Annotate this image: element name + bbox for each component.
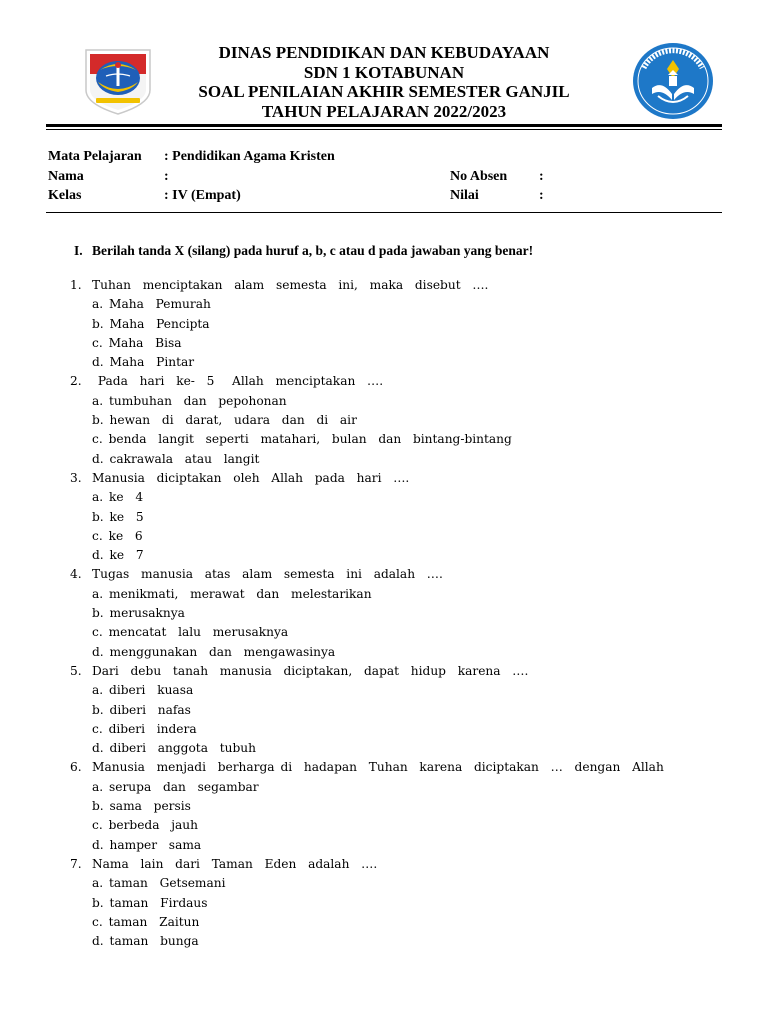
question-item	[70, 855, 710, 951]
exam-title: SOAL PENILAIAN AKHIR SEMESTER GANJIL	[198, 82, 570, 101]
student-info	[48, 147, 728, 206]
answer-option[interactable]: b. hewan di darat, udara dan di air	[92, 413, 357, 428]
answer-option[interactable]: d. cakrawala atau langit	[92, 451, 260, 466]
question-number: 4.	[70, 567, 82, 582]
answer-option[interactable]: a. Maha Pemurah	[92, 297, 211, 312]
answer-option[interactable]: d. taman bunga	[92, 934, 199, 949]
answer-option[interactable]: c. diberi indera	[92, 721, 197, 736]
answer-option[interactable]: b. taman Firdaus	[92, 895, 208, 910]
absen-value: :	[539, 168, 544, 184]
question-item	[70, 372, 710, 468]
answer-option[interactable]: c. taman Zaitun	[92, 914, 200, 929]
answer-option[interactable]: c. mencatat lalu merusaknya	[92, 625, 289, 640]
section-number: I.	[74, 243, 83, 258]
answer-option[interactable]: b. Maha Pencipta	[92, 316, 210, 331]
info-row-name	[48, 167, 728, 187]
answer-option[interactable]: b. diberi nafas	[92, 702, 191, 717]
question-number: 7.	[70, 856, 82, 871]
info-row-subject	[48, 147, 728, 167]
answer-option[interactable]: d. hamper sama	[92, 837, 202, 852]
letterhead-title	[160, 43, 608, 121]
header-divider-thick	[46, 124, 722, 127]
instruction-text: Berilah tanda X (silang) pada huruf a, b, c atau d pada jawaban yang benar!	[92, 243, 534, 258]
score-value: :	[539, 188, 544, 203]
question-text: Pada hari ke- 5 Allah menciptakan ….	[92, 374, 384, 389]
answer-option[interactable]: c. ke 6	[92, 528, 143, 543]
agency-name: DINAS PENDIDIKAN DAN KEBUDAYAAN	[218, 43, 550, 62]
class-label: Kelas	[48, 188, 82, 203]
question-item	[70, 565, 710, 661]
question-item	[70, 276, 710, 372]
answer-option[interactable]: a. tumbuhan dan pepohonan	[92, 393, 287, 408]
question-text: Tuhan menciptakan alam semesta ini, maka disebut ….	[92, 278, 489, 292]
letterhead	[0, 40, 768, 122]
question-stem	[70, 565, 710, 584]
info-row-class	[48, 186, 728, 206]
answer-option[interactable]: d. Maha Pintar	[92, 355, 195, 370]
answer-option[interactable]: b. sama persis	[92, 799, 191, 814]
question-number: 3.	[70, 470, 82, 485]
answer-option[interactable]: c. benda langit seperti matahari, bulan dan bintang-bintang	[92, 432, 512, 447]
name-label: Nama	[48, 168, 84, 184]
answer-option[interactable]: b. merusaknya	[92, 606, 185, 621]
question-stem	[70, 855, 710, 874]
answer-option[interactable]: a. taman Getsemani	[92, 876, 226, 891]
question-stem	[70, 758, 710, 777]
class-value: : IV (Empat)	[164, 188, 241, 203]
question-text: Dari debu tanah manusia diciptakan, dapat hidup karena ….	[92, 663, 529, 678]
question-text: Manusia menjadi berharga di hadapan Tuhan karena diciptakan … dengan Allah	[92, 760, 664, 775]
question-stem	[70, 469, 710, 488]
answer-option[interactable]: c. Maha Bisa	[92, 335, 182, 350]
answer-option[interactable]: d. ke 7	[92, 548, 144, 563]
question-text: Tugas manusia atas alam semesta ini adalah ….	[92, 567, 443, 582]
question-number: 6.	[70, 760, 82, 775]
school-name: SDN 1 KOTABUNAN	[303, 62, 465, 82]
question-stem	[70, 372, 710, 391]
subject-value: : Pendidikan Agama Kristen	[164, 149, 335, 164]
answer-option[interactable]: d. menggunakan dan mengawasinya	[92, 644, 336, 659]
academic-year: TAHUN PELAJARAN 2022/2023	[261, 101, 507, 121]
question-number: 2.	[70, 374, 82, 389]
answer-option[interactable]: a. ke 4	[92, 490, 144, 505]
subject-label: Mata Pelajaran	[48, 149, 142, 164]
answer-option[interactable]: d. diberi anggota tubuh	[92, 741, 256, 756]
question-number: 5.	[70, 663, 82, 678]
score-label: Nilai	[450, 188, 479, 203]
question-stem	[70, 662, 710, 681]
question-number: 1.	[70, 278, 82, 292]
info-divider	[46, 212, 722, 213]
section-instruction	[74, 241, 533, 261]
answer-option[interactable]: b. ke 5	[92, 509, 144, 524]
tut-wuri-handayani-icon	[632, 42, 714, 120]
absen-label: No Absen	[450, 168, 508, 184]
question-item	[70, 758, 710, 854]
question-text: Nama lain dari Taman Eden adalah ….	[92, 856, 378, 871]
answer-option[interactable]: c. berbeda jauh	[92, 818, 198, 833]
question-text: Manusia diciptakan oleh Allah pada hari ….	[92, 470, 410, 485]
question-item	[70, 469, 710, 565]
answer-option[interactable]: a. diberi kuasa	[92, 683, 194, 698]
header-divider-thin	[46, 129, 722, 130]
question-stem	[70, 276, 710, 295]
question-item	[70, 662, 710, 758]
question-list	[70, 276, 710, 951]
answer-option[interactable]: a. menikmati, merawat dan melestarikan	[92, 586, 372, 601]
regional-emblem-icon	[82, 48, 154, 116]
name-value: :	[164, 168, 169, 184]
answer-option[interactable]: a. serupa dan segambar	[92, 779, 259, 794]
